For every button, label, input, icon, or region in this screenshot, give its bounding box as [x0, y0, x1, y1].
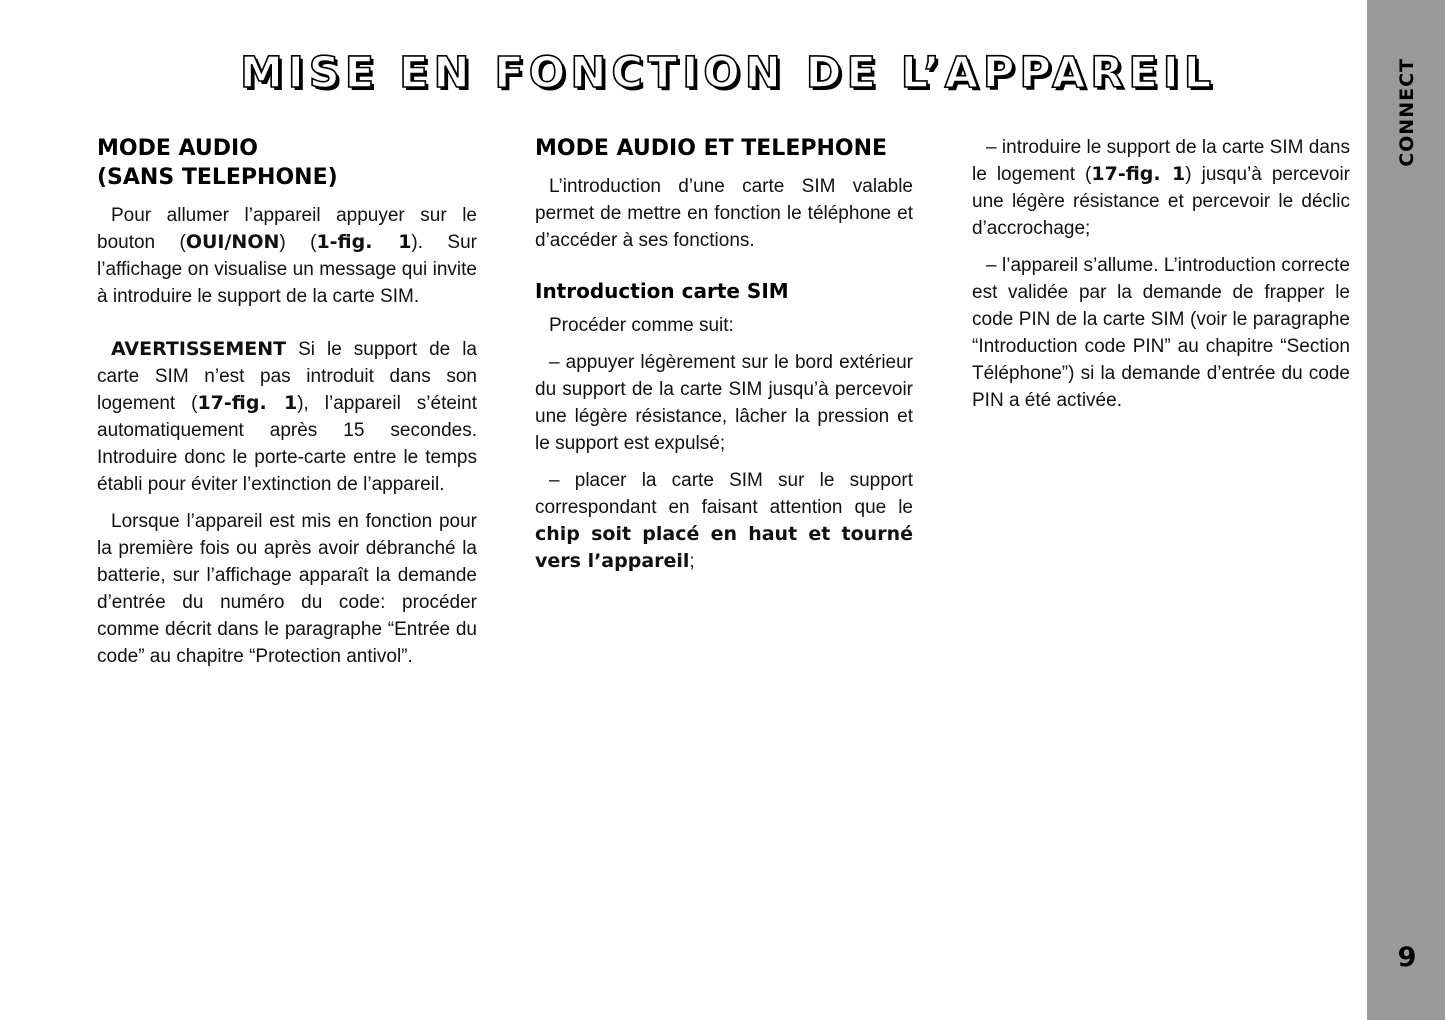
subheading-sim-introduction: Introduction carte SIM	[535, 279, 789, 303]
heading-line-1: MODE AUDIO	[97, 136, 258, 161]
paragraph-step-press: – appuyer légèrement sur le bord extérieur du support de la carte SIM jusqu’à percevoir une légère résistance, lâcher la pression et le support est expulsé;	[535, 352, 913, 454]
paragraph-first-use: Lorsque l’appareil est mis en fonction pour la première fois ou après avoir débranché la batterie, sur l’affichage apparaît la demande d’entrée du numéro du code: procéder comme décrit dans le paragraphe “Entrée du code” au chapitre “Protection antivol”.	[97, 511, 477, 667]
side-tab-label	[1390, 56, 1424, 168]
section-heading-audio-telephone: MODE AUDIO ET TELEPHONE	[535, 136, 888, 161]
column-3	[972, 134, 1350, 424]
paragraph-warning: AVERTISSEMENT Si le support de la carte SIM n’est pas introduit dans son logement (17-fig. 1), l’appareil s’éteint automatiquement après 15 secondes. Introduire donc le porte-carte entre le temps établi pour éviter l’extinction de l’appareil.	[97, 338, 477, 495]
chip-orientation-emphasis: chip soit placé en haut et tourné vers l’appareil	[535, 523, 913, 572]
paragraph-step-power: – l’appareil s’allume. L’introduction correcte est validée par la demande de frapper le code PIN de la carte SIM (voir le paragraphe “Introduction code PIN” au chapitre “Section Téléphone”) si la demande d’entrée du code PIN a été activée.	[972, 255, 1350, 411]
paragraph-procedure: Procéder comme suit:	[549, 315, 734, 336]
paragraph-step-insert: – introduire le support de la carte SIM dans le logement (17-fig. 1) jusqu’à percevoir une légère résistance et percevoir le déclic d’accrochage;	[972, 137, 1350, 239]
warning-label: AVERTISSEMENT	[111, 338, 287, 360]
button-reference: OUI/NON	[185, 231, 280, 253]
figure-reference: 17-fig. 1	[1091, 163, 1186, 185]
page-number: 9	[1397, 942, 1417, 973]
figure-reference: 17-fig. 1	[197, 392, 298, 414]
section-heading-mode-audio	[97, 134, 477, 192]
figure-reference: 1-fig. 1	[316, 231, 412, 253]
paragraph-power-on: Pour allumer l’appareil appuyer sur le bouton (OUI/NON) (1-fig. 1). Sur l’affichage on visualise un message qui invite à introduire le support de la carte SIM.	[97, 205, 477, 307]
column-1	[97, 134, 477, 680]
side-tab-label-text: CONNECT	[1396, 57, 1418, 167]
page-title: MISE EN FONCTION DE L’APPAREIL	[240, 48, 1217, 98]
heading-line-2: (SANS TELEPHONE)	[97, 165, 338, 190]
paragraph-sim-intro: L’introduction d’une carte SIM valable permet de mettre en fonction le téléphone et d’accéder à ses fonctions.	[535, 176, 913, 251]
column-2	[535, 134, 913, 585]
paragraph-step-place: – placer la carte SIM sur le support correspondant en faisant attention que le chip soit placé en haut et tourné vers l’appareil;	[535, 470, 913, 572]
